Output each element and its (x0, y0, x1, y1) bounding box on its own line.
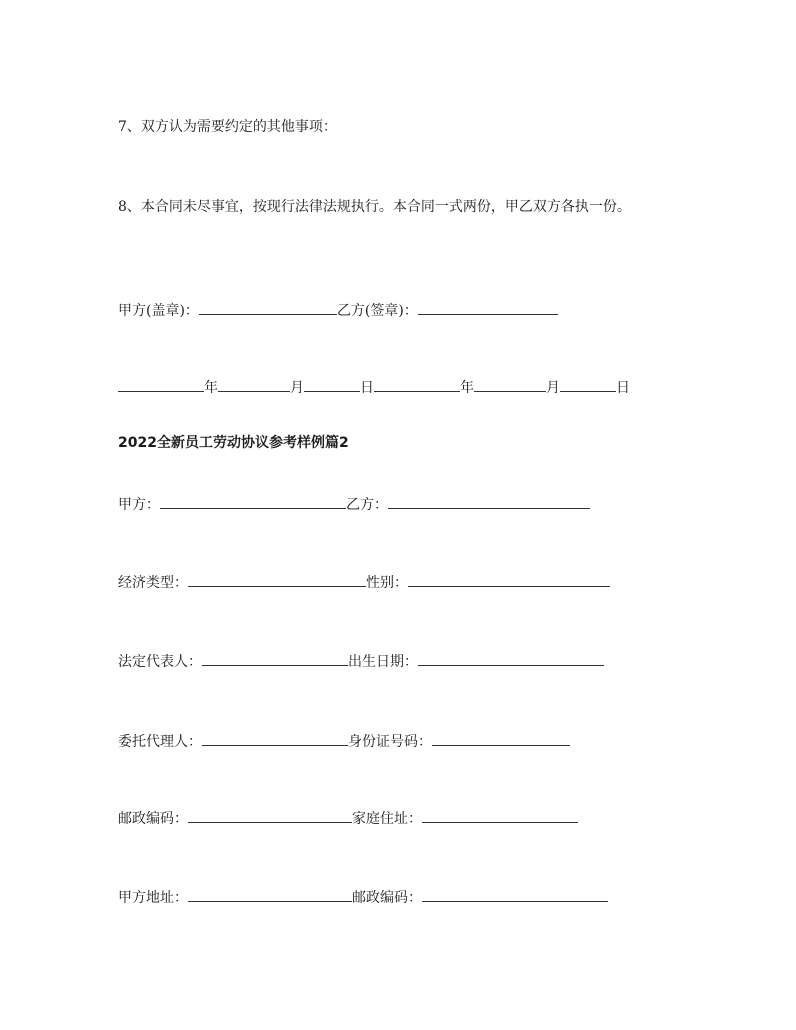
economic-type-label: 经济类型： (118, 575, 188, 591)
legal-rep-blank[interactable] (202, 653, 348, 666)
item-7: 7、双方认为需要约定的其他事项： (118, 119, 337, 135)
party-a-label: 甲方： (118, 497, 160, 513)
legal-rep-row (118, 653, 604, 669)
postcode2-label: 邮政编码： (352, 890, 422, 906)
day-label-b: 日 (616, 380, 630, 396)
signature-row (118, 302, 558, 318)
economic-type-blank[interactable] (188, 574, 366, 587)
year-blank-b[interactable] (374, 379, 460, 392)
legal-rep-label: 法定代表人： (118, 654, 202, 670)
date-row (118, 379, 630, 395)
party-b-sign-blank[interactable] (418, 302, 558, 315)
item-8: 8、本合同未尽事宜，按现行法律法规执行。本合同一式两份，甲乙双方各执一份。 (118, 199, 631, 215)
home-address-label: 家庭住址： (352, 811, 422, 827)
economic-type-row (118, 574, 610, 590)
day-blank-a[interactable] (304, 379, 360, 392)
home-address-blank[interactable] (422, 810, 578, 823)
id-number-blank[interactable] (432, 733, 570, 746)
month-label-a: 月 (290, 380, 304, 396)
month-blank-a[interactable] (218, 379, 290, 392)
party-a-blank[interactable] (160, 496, 346, 509)
party-b-sign-label: 乙方(签章)： (336, 303, 418, 319)
postcode-blank[interactable] (188, 810, 352, 823)
day-blank-b[interactable] (560, 379, 616, 392)
gender-label: 性别： (366, 575, 408, 591)
month-blank-b[interactable] (474, 379, 546, 392)
gender-blank[interactable] (408, 574, 610, 587)
party-b-blank[interactable] (388, 496, 590, 509)
party-a-seal-label: 甲方(盖章)： (118, 303, 199, 319)
parties-row (118, 496, 590, 512)
agent-blank[interactable] (202, 733, 348, 746)
party-a-address-label: 甲方地址： (118, 890, 188, 906)
party-b-label: 乙方： (346, 497, 388, 513)
id-number-label: 身份证号码： (348, 734, 432, 750)
month-label-b: 月 (546, 380, 560, 396)
birth-date-blank[interactable] (418, 653, 604, 666)
year-blank-a[interactable] (118, 379, 204, 392)
day-label-a: 日 (360, 380, 374, 396)
year-label-b: 年 (460, 380, 474, 396)
party-a-address-row (118, 889, 608, 905)
year-label-a: 年 (204, 380, 218, 396)
section-heading: 2022全新员工劳动协议参考样例篇2 (118, 435, 349, 451)
agent-label: 委托代理人： (118, 734, 202, 750)
party-a-address-blank[interactable] (188, 889, 352, 902)
postcode2-blank[interactable] (422, 889, 608, 902)
postcode-row (118, 810, 578, 826)
postcode-label: 邮政编码： (118, 811, 188, 827)
agent-row (118, 733, 570, 749)
party-a-seal-blank[interactable] (199, 302, 337, 315)
birth-date-label: 出生日期： (348, 654, 418, 670)
